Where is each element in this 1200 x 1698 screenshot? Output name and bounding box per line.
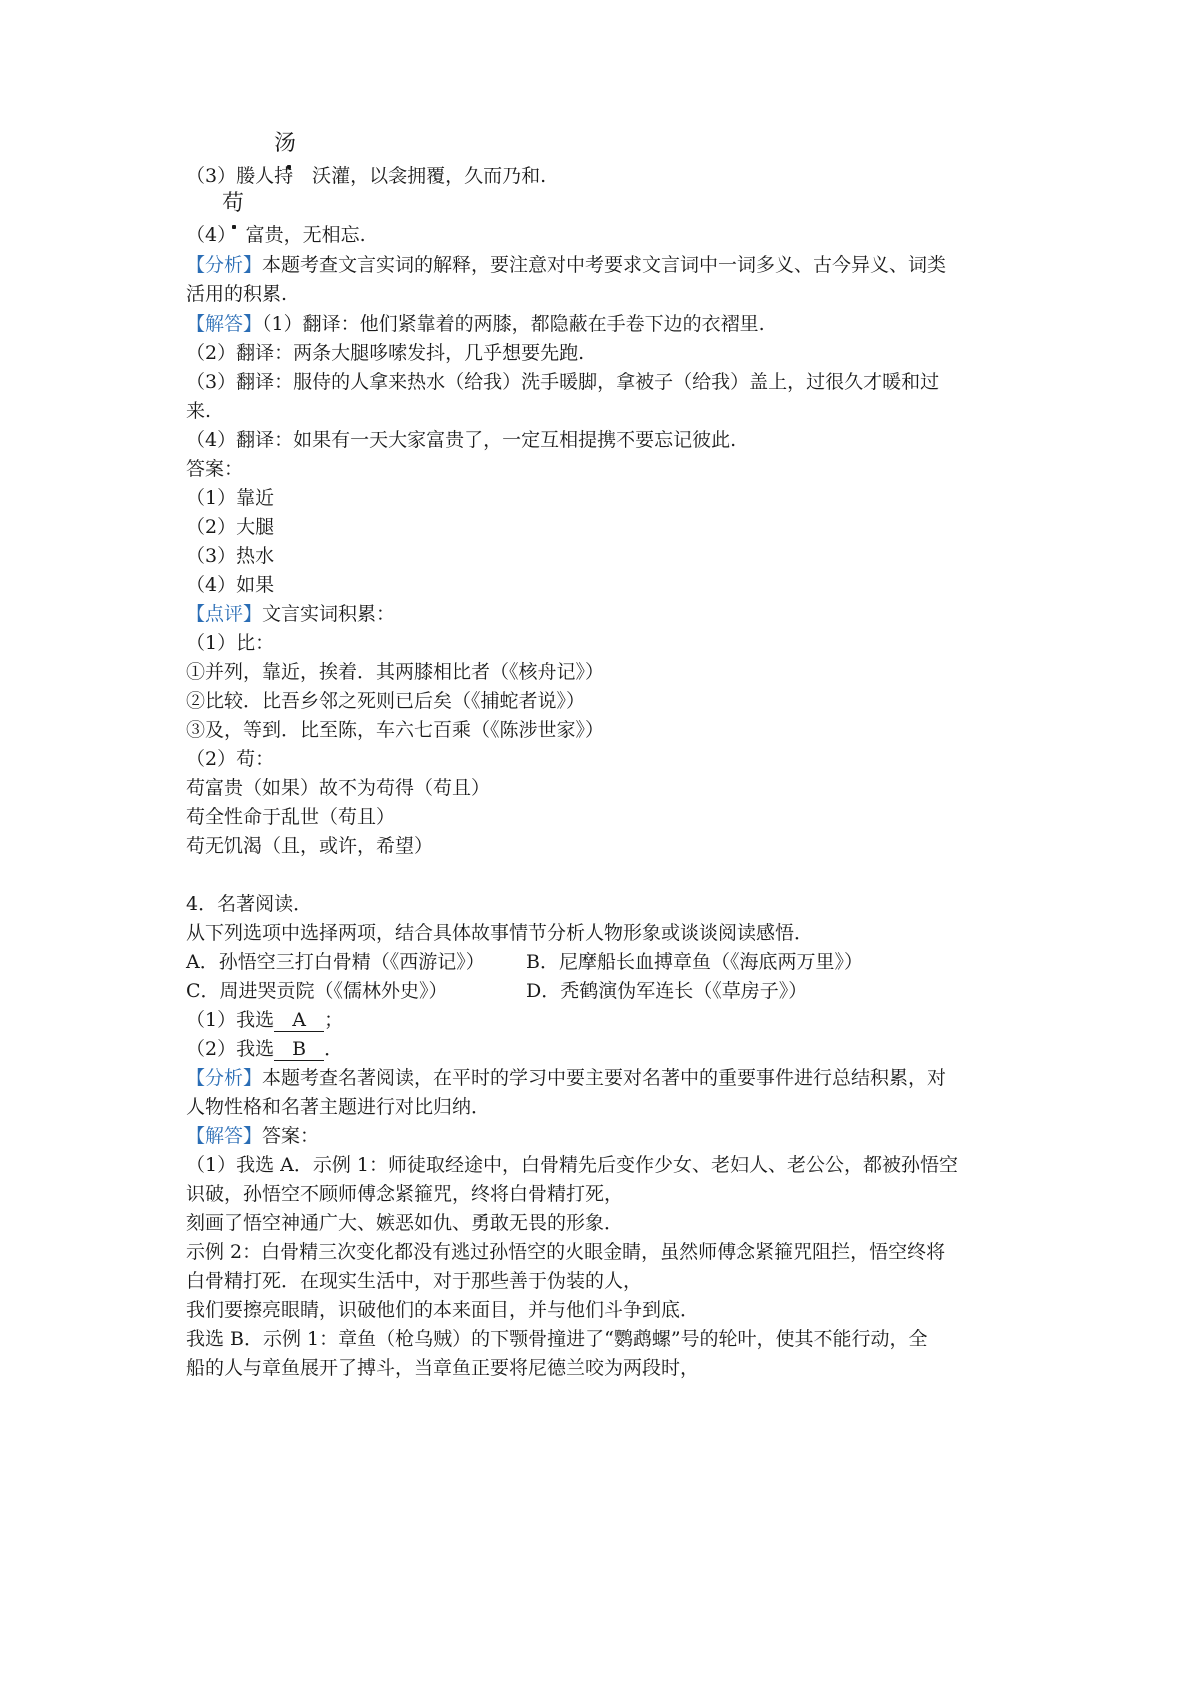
q4-analysis-tag: 【分析】 xyxy=(186,1067,263,1089)
answer-item-3: （3）热水 xyxy=(186,545,275,567)
analysis-paragraph xyxy=(186,252,946,278)
comment-bi-3: ③及，等到．比至陈，车六七百乘（《陈涉世家》） xyxy=(186,719,605,741)
comment-bi-head: （1）比： xyxy=(186,632,275,654)
q4-answer-line-6: 我们要擦亮眼睛，识破他们的本来面目，并与他们斗争到底． xyxy=(186,1299,700,1321)
q4-answer-line-4: 示例 2：白骨精三次变化都没有逃过孙悟空的火眼金睛，虽然师傅念紧箍咒阻拦，悟空终将 xyxy=(186,1241,946,1263)
q4-answer-line-2: 识破，孙悟空不顾师傅念紧箍咒，终将白骨精打死， xyxy=(186,1183,624,1205)
pick-1-answer: A xyxy=(274,1009,324,1032)
pick-1 xyxy=(186,1007,343,1033)
answer-paragraph xyxy=(186,311,765,337)
pick-2-suffix: ． xyxy=(324,1038,344,1060)
pick-2-answer: B xyxy=(274,1038,324,1061)
answer-tag: 【解答】 xyxy=(186,313,263,335)
comment-gou-head: （2）苟： xyxy=(186,748,275,770)
comment-gou-1: 苟富贵（如果）故不为苟得（苟且） xyxy=(186,777,491,799)
item-3-line: （3）媵人持 沃灌，以衾拥覆，久而乃和. xyxy=(186,165,547,187)
comment-gou-2: 苟全性命于乱世（苟且） xyxy=(186,806,396,828)
comment-paragraph xyxy=(186,601,395,627)
answer-item-1: （1）靠近 xyxy=(186,487,275,509)
item-4-line: （4） 富贵，无相忘. xyxy=(186,224,366,246)
answer-label: 答案： xyxy=(186,458,244,480)
options-row-2 xyxy=(186,978,1046,1004)
q4-answer-line-8: 船的人与章鱼展开了搏斗，当章鱼正要将尼德兰咬为两段时， xyxy=(186,1357,700,1379)
question-4-instruction: 从下列选项中选择两项，结合具体故事情节分析人物形象或谈谈阅读感悟． xyxy=(186,922,814,944)
comment-gou-3: 苟无饥渴（且，或许，希望） xyxy=(186,835,434,857)
translation-3-cont: 来. xyxy=(186,400,212,422)
answer-item-4: （4）如果 xyxy=(186,574,275,596)
q4-answer-line-3: 刻画了悟空神通广大、嫉恶如仇、勇敢无畏的形象． xyxy=(186,1212,624,1234)
translation-1: （1）翻译：他们紧靠着的两膝，都隐蔽在手卷下边的衣褶里. xyxy=(262,313,765,335)
q4-answer-tag: 【解答】 xyxy=(186,1125,263,1147)
option-b: B．尼摩船长血搏章鱼（《海底两万里》） xyxy=(526,951,863,973)
q4-answer-line-7: 我选 B．示例 1：章鱼（枪乌贼）的下颚骨撞进了“鹦鹉螺”号的轮叶，使其不能行动，全 xyxy=(186,1328,928,1350)
q4-analysis-paragraph xyxy=(186,1065,946,1091)
q4-answer-paragraph xyxy=(186,1123,319,1149)
option-d: D．秃鹤演伪军连长（《草房子》） xyxy=(526,980,808,1002)
q4-answer-line-1: （1）我选 A．示例 1：师徒取经途中，白骨精先后变作少女、老妇人、老公公，都被孙悟空 xyxy=(186,1154,958,1176)
gloss-tang: 汤 xyxy=(274,131,297,156)
analysis-text: 本题考查文言实词的解释，要注意对中考要求文言词中一词多义、古今异义、词类 xyxy=(262,254,947,276)
option-a: A．孙悟空三打白骨精（《西游记》） xyxy=(186,951,485,973)
comment-tag: 【点评】 xyxy=(186,603,263,625)
q4-answer-head: 答案： xyxy=(262,1125,320,1147)
gloss-gou: 苟 xyxy=(222,191,245,216)
pick-1-label: （1）我选 xyxy=(186,1009,275,1031)
q4-answer-line-5: 白骨精打死．在现实生活中，对于那些善于伪装的人， xyxy=(186,1270,643,1292)
q4-analysis-text: 本题考查名著阅读，在平时的学习中要主要对名著中的重要事件进行总结积累，对 xyxy=(262,1067,947,1089)
option-c: C．周进哭贡院（《儒林外史》） xyxy=(186,980,448,1002)
question-4-title: 4．名著阅读． xyxy=(186,893,313,915)
translation-4: （4）翻译：如果有一天大家富贵了，一定互相提携不要忘记彼此. xyxy=(186,429,737,451)
analysis-tag: 【分析】 xyxy=(186,254,263,276)
pick-2 xyxy=(186,1036,343,1062)
analysis-text-cont: 活用的积累. xyxy=(186,283,288,305)
options-row-1 xyxy=(186,949,1046,975)
answer-item-2: （2）大腿 xyxy=(186,516,275,538)
pick-1-suffix: ； xyxy=(324,1009,344,1031)
comment-bi-1: ①并列，靠近，挨着．其两膝相比者（《核舟记》） xyxy=(186,661,605,683)
translation-2: （2）翻译：两条大腿哆嗦发抖，几乎想要先跑. xyxy=(186,342,585,364)
translation-3: （3）翻译：服侍的人拿来热水（给我）洗手暖脚，拿被子（给我）盖上，过很久才暖和过 xyxy=(186,371,940,393)
comment-bi-2: ②比较．比吾乡邻之死则已后矣（《捕蛇者说》） xyxy=(186,690,586,712)
pick-2-label: （2）我选 xyxy=(186,1038,275,1060)
comment-title: 文言实词积累： xyxy=(262,603,396,625)
q4-analysis-text-cont: 人物性格和名著主题进行对比归纳． xyxy=(186,1096,491,1118)
